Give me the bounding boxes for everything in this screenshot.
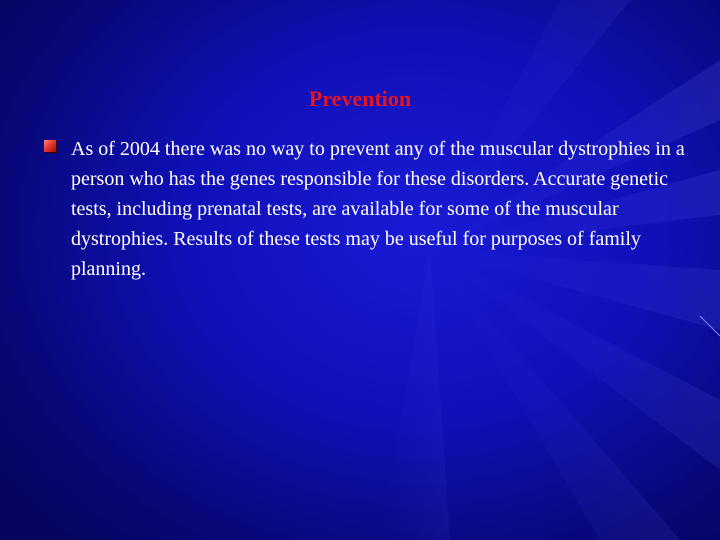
bullet-text: As of 2004 there was no way to prevent any of the muscular dystrophies in a person who has the genes responsible for these disorders. Accurate genetic tests, including prenatal tests, are available for some of the muscular dystrophies. Results of these tests may be useful for purposes of family planning. bbox=[71, 138, 685, 280]
slide-title: Prevention bbox=[308, 86, 412, 111]
square-bullet-icon bbox=[44, 140, 56, 152]
